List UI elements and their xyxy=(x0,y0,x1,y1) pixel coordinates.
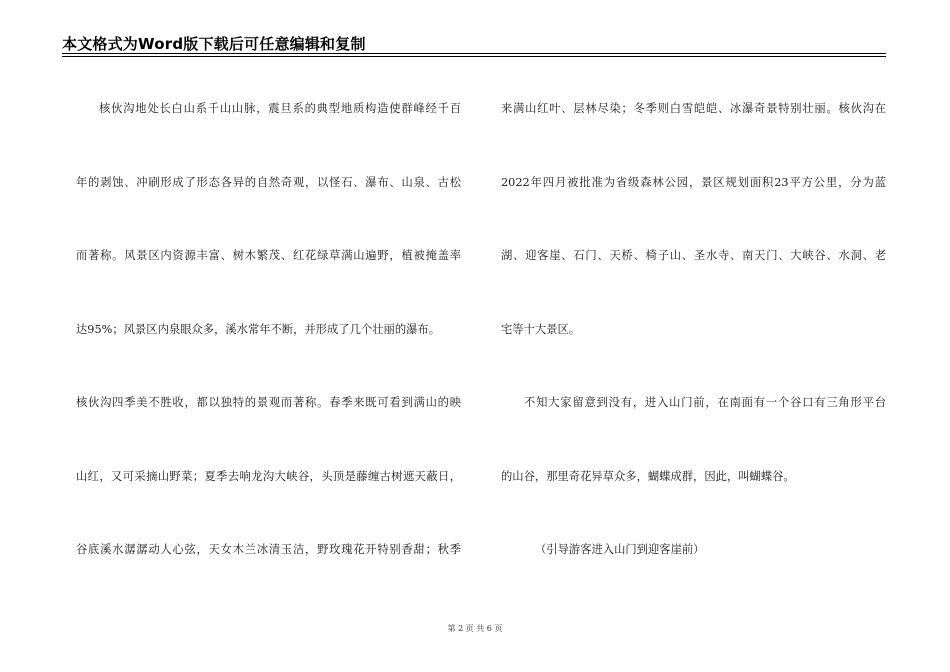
text-line: 达95%；风景区内泉眼众多，溪水常年不断，并形成了几个壮丽的瀑布。 xyxy=(76,322,441,336)
text-line: 核伙沟地处长白山系千山山脉，震旦系的典型地质构造使群峰经千百 xyxy=(99,102,461,115)
header-divider-top xyxy=(62,53,886,54)
text-line: 的山谷，那里奇花异草众多，蝴蝶成群，因此，叫蝴蝶谷。 xyxy=(501,469,795,483)
text-line: 核伙沟四季美不胜收，都以独特的景观而著称。春季来既可看到满山的映 xyxy=(76,396,461,409)
page-number-footer: 第 2 页 共 6 页 xyxy=(447,624,503,633)
text-line: 年的剥蚀、冲刷形成了形态各异的自然奇观，以怪石、瀑布、山泉、古松 xyxy=(76,175,461,189)
text-line: 而著称。风景区内资源丰富、树木繁茂、红花绿草满山遍野，植被掩盖率 xyxy=(76,249,461,262)
tour-guide-note: （引导游客进入山门到迎客崖前） xyxy=(535,543,705,556)
text-line: 湖、迎客崖、石门、天桥、椅子山、圣水寺、南天门、大峡谷、水洞、老 xyxy=(501,249,886,262)
text-line: 不知大家留意到没有，进入山门前，在南面有一个谷口有三角形平台 xyxy=(524,396,886,409)
text-line: 谷底溪水潺潺动人心弦，天女木兰冰清玉洁，野玫瑰花开特别香甜；秋季 xyxy=(76,543,461,556)
header-divider-bottom xyxy=(62,56,886,57)
text-line: 2022年四月被批准为省级森林公园，景区规划面积23平方公里，分为蓝 xyxy=(501,175,886,189)
text-line: 山红，又可采摘山野菜；夏季去响龙沟大峡谷，头顶是藤缠古树遮天蔽日， xyxy=(76,469,461,483)
text-line: 来满山红叶、层林尽染；冬季则白雪皑皑、冰瀑奇景特别壮丽。核伙沟在 xyxy=(501,102,886,115)
right-text-column xyxy=(501,72,886,587)
text-line: 宅等十大景区。 xyxy=(501,322,581,336)
document-header-title: 本文格式为Word版下载后可任意编辑和复制 xyxy=(62,35,366,53)
left-text-column xyxy=(76,72,461,587)
